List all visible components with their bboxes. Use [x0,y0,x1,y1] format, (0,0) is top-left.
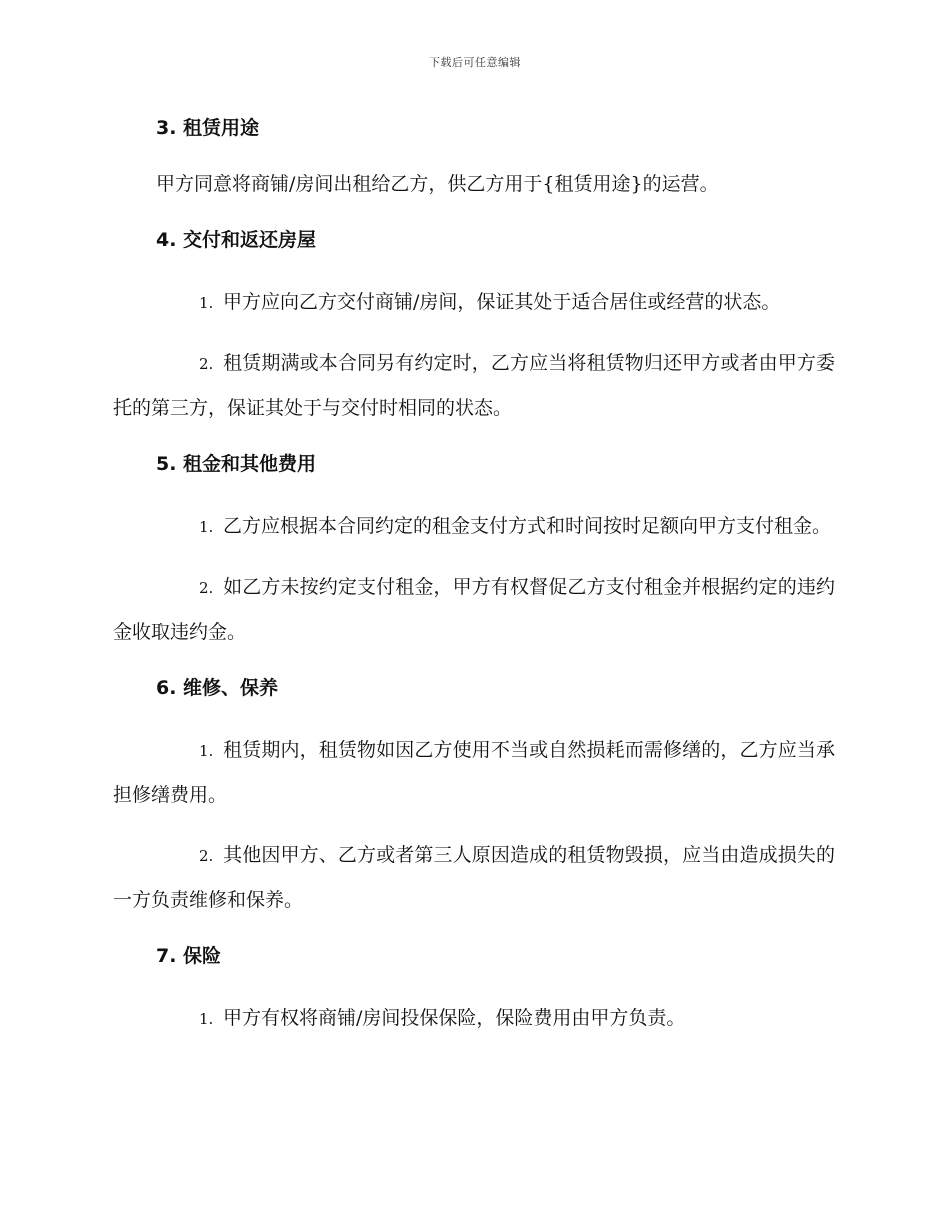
section-heading-6: 6. 维修、保养 [156,677,279,699]
item-text: 甲方有权将商铺/房间投保保险，保险费用由甲方负责。 [223,1007,686,1029]
item-text: 租赁期满或本合同另有约定时，乙方应当将租赁物归还甲方或者由甲方委托的第三方，保证其处于与交付时相同的状态。 [113,352,835,419]
section-3-paragraph: 甲方同意将商铺/房间出租给乙方，供乙方用于{租赁用途}的运营。 [156,173,719,195]
item-number: 1. [199,518,214,536]
item-number: 1. [199,294,214,312]
section-heading-5: 5. 租金和其他费用 [156,453,317,475]
section-heading-4: 4. 交付和返还房屋 [156,229,317,251]
item-number: 1. [199,1010,214,1028]
item-number: 2. [199,847,214,865]
list-item [113,504,835,549]
list-item [113,728,835,817]
list-item [113,833,835,922]
list-item [113,565,835,654]
list-item [113,341,835,430]
item-number: 1. [199,742,214,760]
item-number: 2. [199,579,214,597]
section-heading-3: 3. 租赁用途 [156,117,260,139]
item-text: 甲方应向乙方交付商铺/房间，保证其处于适合居住或经营的状态。 [223,291,781,313]
item-text: 其他因甲方、乙方或者第三人原因造成的租赁物毁损，应当由造成损失的一方负责维修和保养。 [113,844,835,911]
list-item [113,996,835,1041]
section-heading-7: 7. 保险 [156,945,222,967]
document-body [113,110,835,1041]
item-text: 如乙方未按约定支付租金，甲方有权督促乙方支付租金并根据约定的违约金收取违约金。 [113,576,835,643]
item-text: 乙方应根据本合同约定的租金支付方式和时间按时足额向甲方支付租金。 [223,515,832,537]
header-note: 下载后可任意编辑 [429,56,521,69]
list-item [113,280,835,325]
item-text: 租赁期内，租赁物如因乙方使用不当或自然损耗而需修缮的，乙方应当承担修缮费用。 [113,739,835,806]
item-number: 2. [199,355,214,373]
